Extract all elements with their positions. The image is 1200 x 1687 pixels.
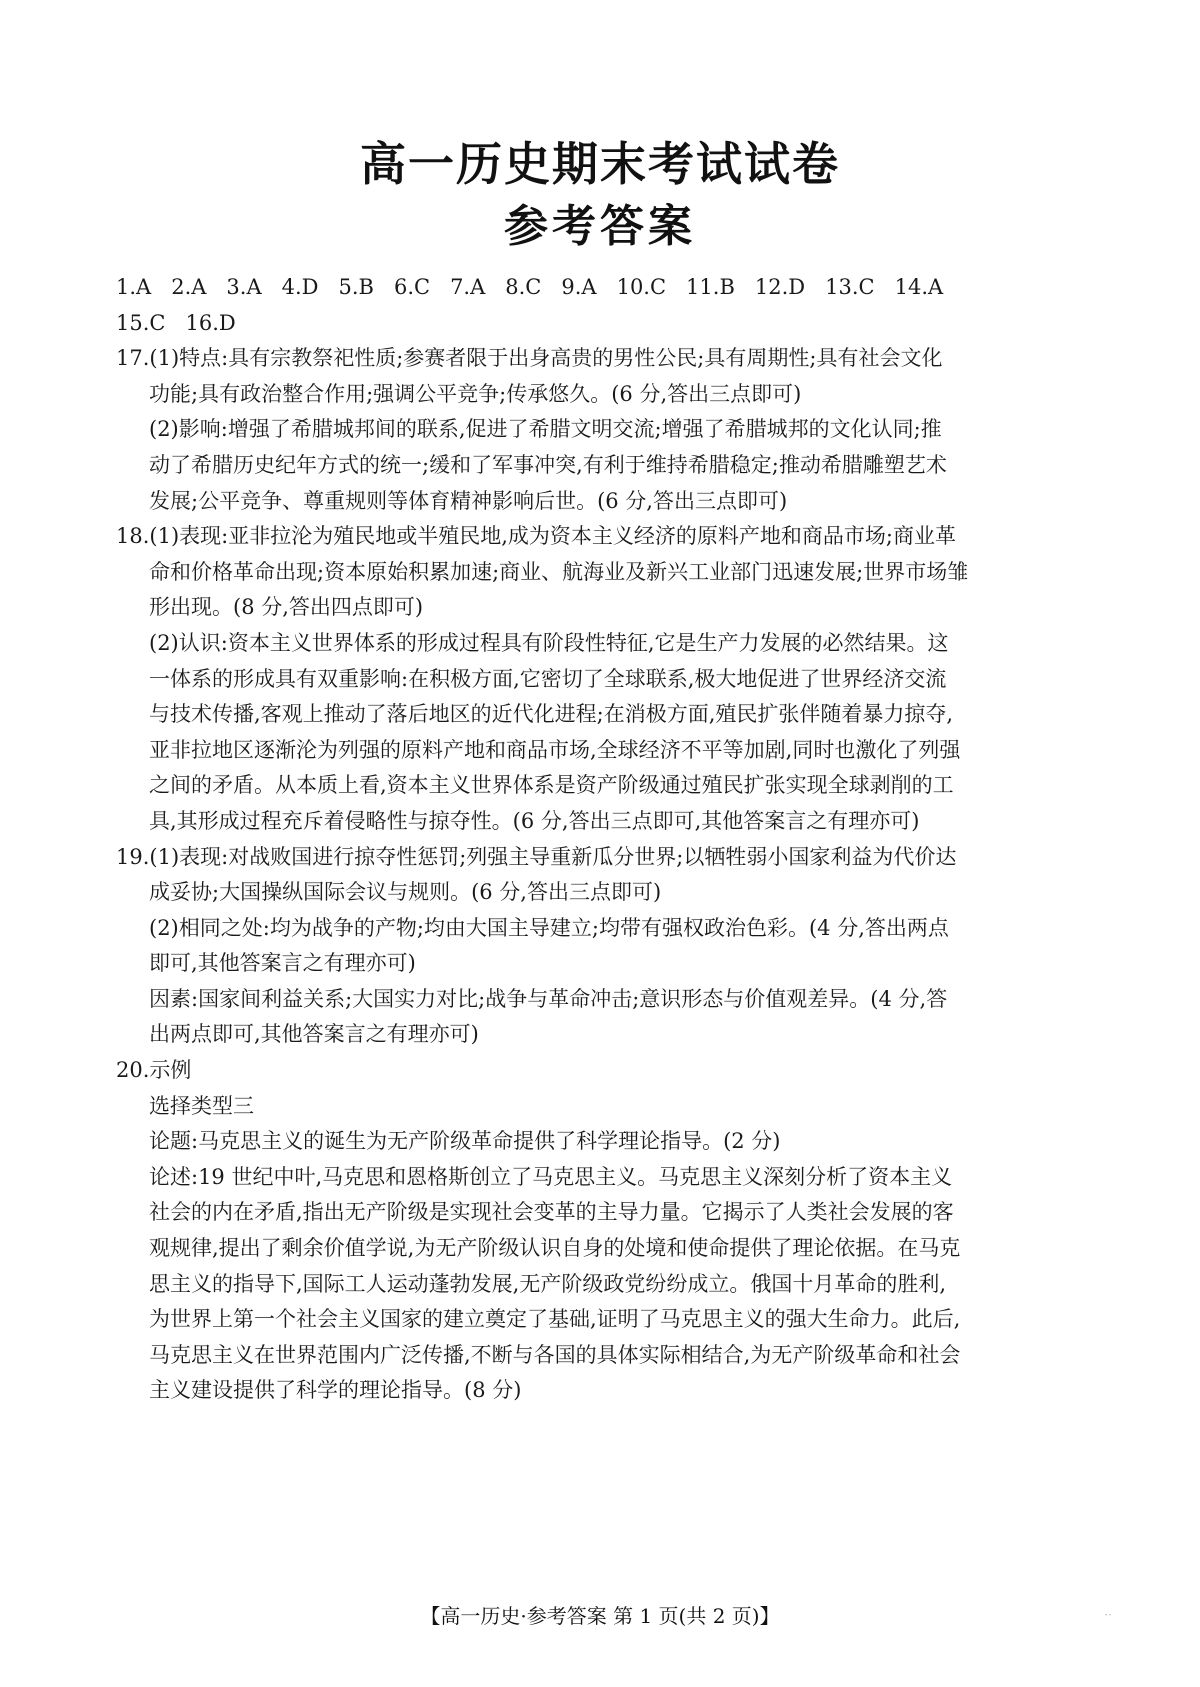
q20-line: 为世界上第一个社会主义国家的建立奠定了基础,证明了马克思主义的强大生命力。此后,	[149, 1307, 961, 1332]
q18-line: 与技术传播,客观上推动了落后地区的近代化进程;在消极方面,殖民扩张伴随着暴力掠夺,	[149, 702, 954, 727]
mc-answer: 10.C	[616, 275, 667, 299]
scan-mark-icon: ··	[1104, 1608, 1112, 1622]
q20-line: 主义建设提供了科学的理论指导。(8 分)	[149, 1378, 522, 1403]
mc-answer: 3.A	[226, 275, 262, 299]
q20-line: 论题:马克思主义的诞生为无产阶级革命提供了科学理论指导。(2 分)	[149, 1129, 781, 1154]
q20-line: 社会的内在矛盾,指出无产阶级是实现社会变革的主导力量。它揭示了人类社会发展的客	[149, 1200, 954, 1225]
mc-answer: 5.B	[338, 275, 374, 299]
page-subtitle: 参考答案	[504, 201, 696, 252]
mc-answer: 9.A	[561, 275, 597, 299]
page-footer: 【高一历史·参考答案 第 1 页(共 2 页)】	[420, 1604, 780, 1628]
mc-answer: 8.C	[505, 275, 542, 299]
mc-answer: 2.A	[171, 275, 207, 299]
mc-answer: 4.D	[281, 275, 319, 299]
q17-line: 动了希腊历史纪年方式的统一;缓和了军事冲突,有利于维持希腊稳定;推动希腊雕塑艺术	[149, 452, 947, 477]
answer-content	[116, 270, 1096, 1409]
q19-line: (2)相同之处:均为战争的产物;均由大国主导建立;均带有强权政治色彩。(4 分,答出两点	[149, 915, 949, 940]
q20-line: 思主义的指导下,国际工人运动蓬勃发展,无产阶级政党纷纷成立。俄国十月革命的胜利,	[149, 1271, 947, 1296]
mc-answer: 7.A	[450, 275, 486, 299]
mc-answer: 11.B	[686, 275, 735, 299]
mc-answer: 15.C	[116, 310, 166, 335]
mc-answer: 12.D	[754, 275, 806, 299]
q20-line: 20.示例	[116, 1058, 192, 1083]
q17-line: 17.(1)特点:具有宗教祭祀性质;参赛者限于出身高贵的男性公民;具有周期性;具有社会文化	[116, 346, 943, 371]
mc-answer: 13.C	[825, 275, 875, 299]
mc-answer: 1.A	[116, 275, 152, 299]
mc-answer: 16.D	[185, 310, 236, 335]
q18-line: (2)认识:资本主义世界体系的形成过程具有阶段性特征,它是生产力发展的必然结果。这	[149, 630, 949, 655]
q20-line: 观规律,提出了剩余价值学说,为无产阶级认识自身的处境和使命提供了理论依据。在马克	[149, 1236, 961, 1261]
q20-line: 论述:19 世纪中叶,马克思和恩格斯创立了马克思主义。马克思主义深刻分析了资本主义	[149, 1164, 953, 1189]
q18-line: 具,其形成过程充斥着侵略性与掠夺性。(6 分,答出三点即可,其他答案言之有理亦可)	[149, 808, 920, 833]
q18-line: 之间的矛盾。从本质上看,资本主义世界体系是资产阶级通过殖民扩张实现全球剥削的工	[149, 773, 954, 798]
q18-line: 18.(1)表现:亚非拉沦为殖民地或半殖民地,成为资本主义经济的原料产地和商品市场;商业革	[116, 524, 956, 549]
q18-line: 亚非拉地区逐渐沦为列强的原料产地和商品市场,全球经济不平等加剧,同时也激化了列强	[149, 737, 961, 762]
mc-answers-row-2	[116, 306, 1096, 342]
q18-line: 命和价格革命出现;资本原始积累加速;商业、航海业及新兴工业部门迅速发展;世界市场雏	[149, 559, 969, 584]
mc-answers-row-1	[116, 270, 1096, 306]
q20-line: 马克思主义在世界范围内广泛传播,不断与各国的具体实际相结合,为无产阶级革命和社会	[149, 1342, 961, 1367]
q18-line: 一体系的形成具有双重影响:在积极方面,它密切了全球联系,极大地促进了世界经济交流	[149, 666, 947, 691]
q19-line: 19.(1)表现:对战败国进行掠夺性惩罚;列强主导重新瓜分世界;以牺牲弱小国家利益为代价达	[116, 844, 957, 869]
q18-line: 形出现。(8 分,答出四点即可)	[149, 595, 424, 620]
q17-line: (2)影响:增强了希腊城邦间的联系,促进了希腊文明交流;增强了希腊城邦的文化认同;推	[149, 417, 942, 442]
q20-line: 选择类型三	[149, 1093, 254, 1118]
q19-line: 出两点即可,其他答案言之有理亦可)	[149, 1022, 479, 1047]
page-title: 高一历史期末考试试卷	[360, 137, 840, 191]
q17-line: 发展;公平竞争、尊重规则等体育精神影响后世。(6 分,答出三点即可)	[149, 488, 788, 513]
q19-line: 成妥协;大国操纵国际会议与规则。(6 分,答出三点即可)	[149, 880, 662, 905]
q17-line: 功能;具有政治整合作用;强调公平竞争;传承悠久。(6 分,答出三点即可)	[149, 381, 802, 406]
q19-line: 即可,其他答案言之有理亦可)	[149, 951, 416, 976]
mc-answer: 14.A	[894, 275, 944, 299]
q19-line: 因素:国家间利益关系;大国实力对比;战争与革命冲击;意识形态与价值观差异。(4 分,答	[149, 986, 948, 1011]
mc-answer: 6.C	[393, 275, 431, 299]
